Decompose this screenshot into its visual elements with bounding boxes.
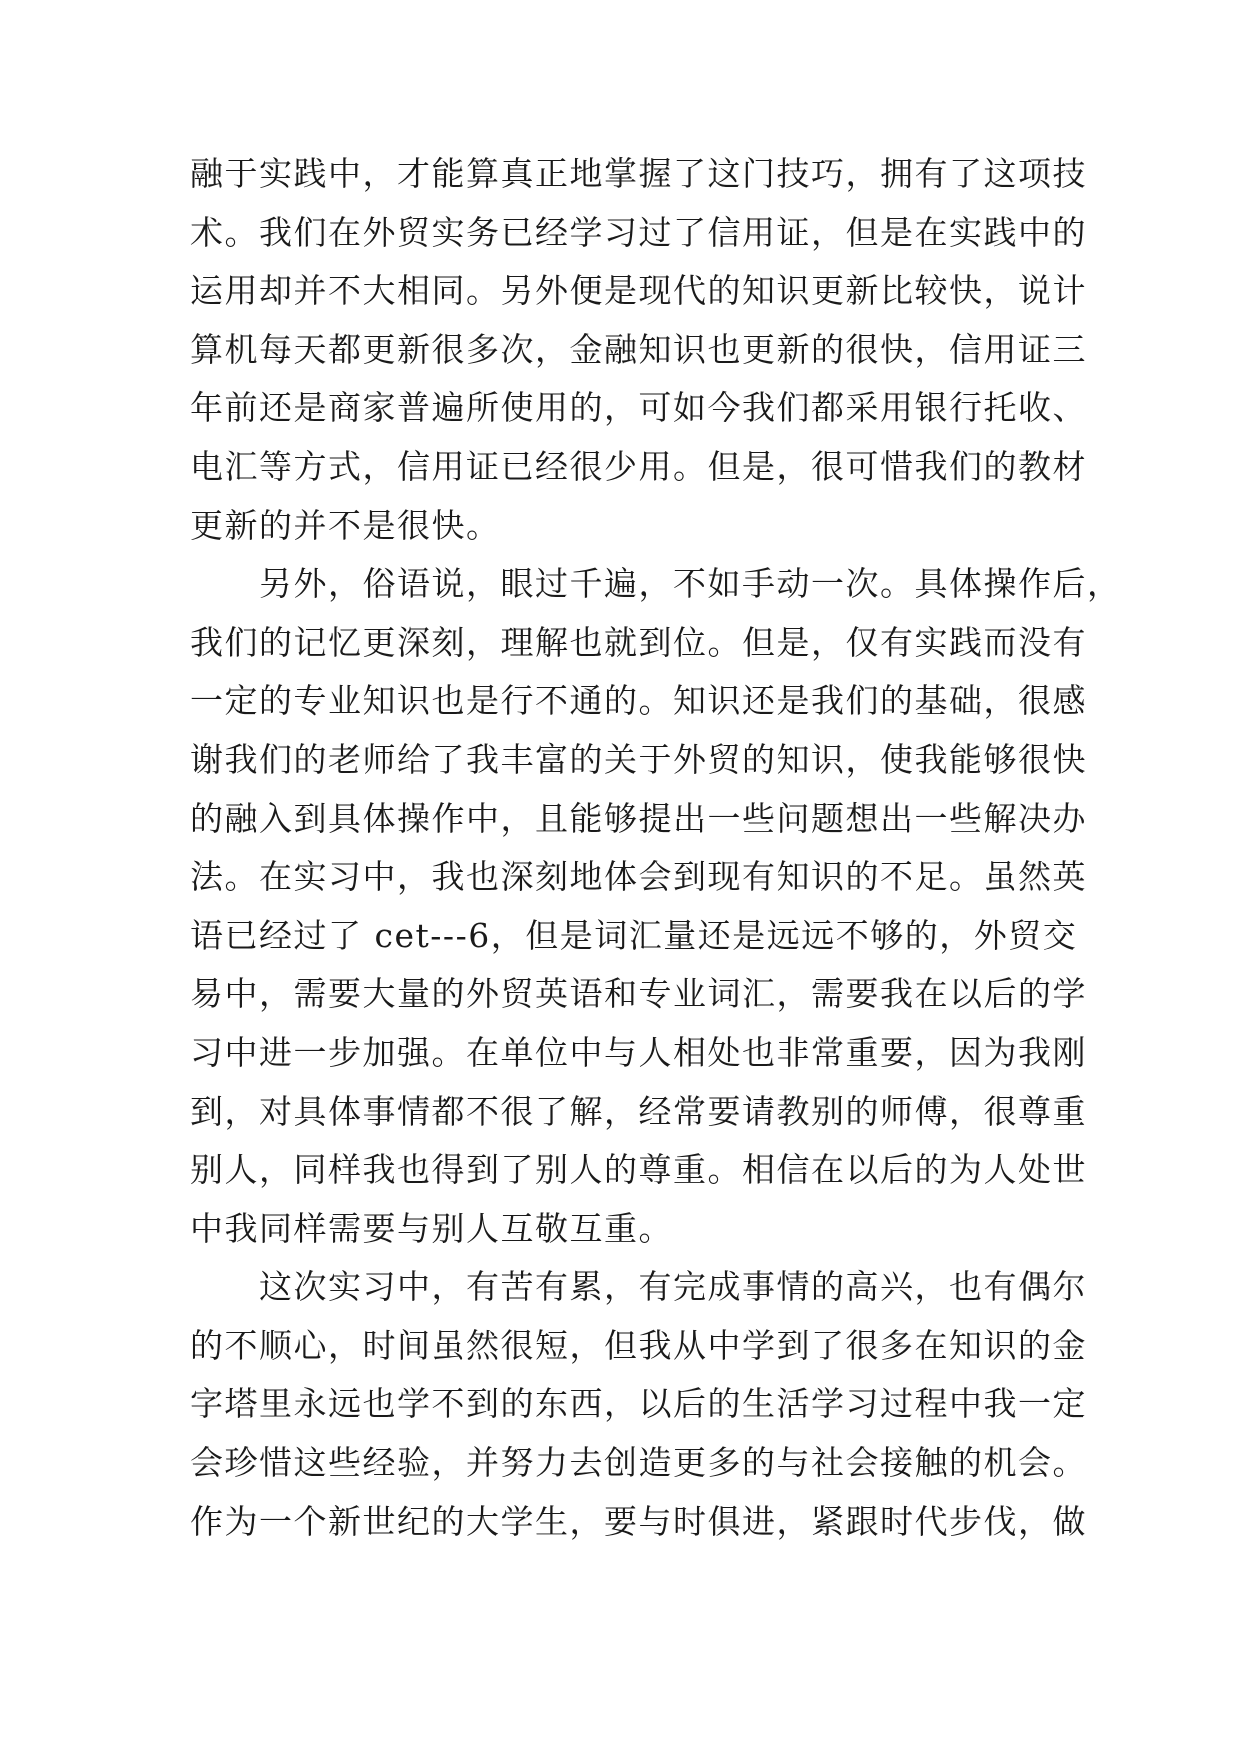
text-line: 中我同样需要与别人互敬互重。 xyxy=(190,1208,673,1248)
text-line: 运用却并不大相同。另外便是现代的知识更新比较快，说计 xyxy=(190,271,1087,311)
text-line: 我们的记忆更深刻，理解也就到位。但是，仅有实践而没有 xyxy=(190,622,1087,662)
text-line: 另外，俗语说，眼过千遍，不如手动一次。具体操作后， xyxy=(190,564,1122,604)
text-line: 法。在实习中，我也深刻地体会到现有知识的不足。虽然英 xyxy=(190,857,1087,897)
text-line: 别人，同样我也得到了别人的尊重。相信在以后的为人处世 xyxy=(190,1150,1087,1190)
text-line: 的不顺心，时间虽然很短，但我从中学到了很多在知识的金 xyxy=(190,1325,1087,1365)
text-line: 电汇等方式，信用证已经很少用。但是，很可惜我们的教材 xyxy=(190,446,1087,486)
text-line: 语已经过了 cet---6，但是词汇量还是远远不够的，外贸交 xyxy=(190,915,1078,955)
text-line: 会珍惜这些经验，并努力去创造更多的与社会接触的机会。 xyxy=(190,1443,1087,1483)
text-line: 算机每天都更新很多次，金融知识也更新的很快，信用证三 xyxy=(190,329,1087,369)
text-line: 术。我们在外贸实务已经学习过了信用证，但是在实践中的 xyxy=(190,212,1087,252)
text-line: 更新的并不是很快。 xyxy=(190,505,501,545)
text-line: 的融入到具体操作中，且能够提出一些问题想出一些解决办 xyxy=(190,798,1087,838)
text-line: 字塔里永远也学不到的东西，以后的生活学习过程中我一定 xyxy=(190,1384,1087,1424)
text-line: 年前还是商家普遍所使用的，可如今我们都采用银行托收、 xyxy=(190,388,1087,428)
text-line: 作为一个新世纪的大学生，要与时俱进，紧跟时代步伐，做 xyxy=(190,1501,1087,1541)
text-line: 融于实践中，才能算真正地掌握了这门技巧，拥有了这项技 xyxy=(190,154,1087,193)
text-line: 这次实习中，有苦有累，有完成事情的高兴，也有偶尔 xyxy=(190,1267,1087,1307)
text-line: 谢我们的老师给了我丰富的关于外贸的知识，使我能够很快 xyxy=(190,739,1087,779)
text-line: 一定的专业知识也是行不通的。知识还是我们的基础，很感 xyxy=(190,681,1087,721)
text-line: 易中，需要大量的外贸英语和专业词汇，需要我在以后的学 xyxy=(190,974,1087,1014)
body-text xyxy=(190,145,1122,1551)
text-line: 习中进一步加强。在单位中与人相处也非常重要，因为我刚 xyxy=(190,1032,1087,1072)
text-line: 到，对具体事情都不很了解，经常要请教别的师傅，很尊重 xyxy=(190,1091,1087,1131)
